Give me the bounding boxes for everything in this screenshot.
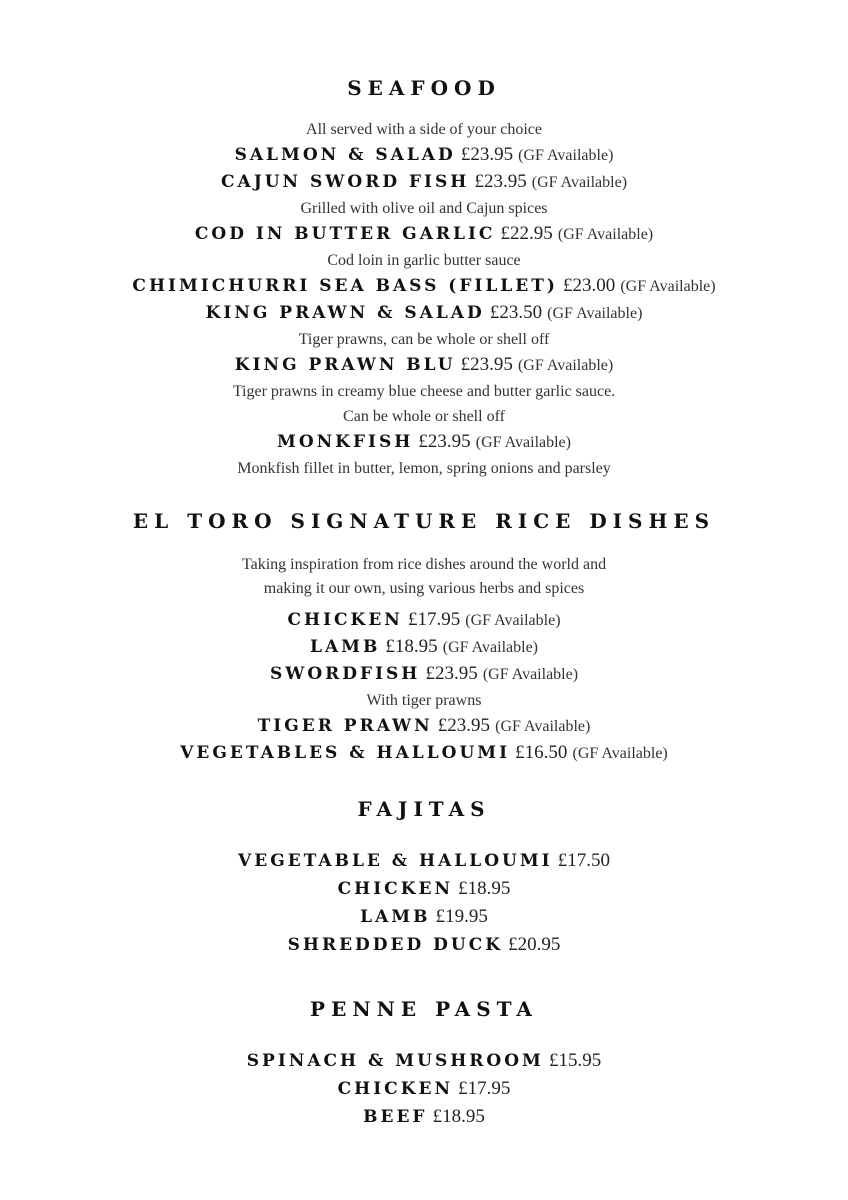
gf-note: (GF Available) (620, 278, 716, 295)
menu-item (0, 740, 848, 767)
item-price: £15.95 (548, 1050, 602, 1071)
penne-pasta-section (0, 995, 848, 1131)
item-name: VEGETABLES & HALLOUMI (180, 743, 511, 763)
fajitas-section (0, 795, 848, 959)
section-title: FAJITAS (357, 797, 491, 821)
item-description: Monkfish fillet in butter, lemon, spring onions and parsley (237, 460, 611, 477)
item-price: £23.95 (474, 171, 527, 192)
gf-note: (GF Available) (465, 612, 561, 629)
item-name: CHIMICHURRI SEA BASS (FILLET) (132, 276, 558, 296)
menu-item (0, 429, 848, 456)
menu-item (0, 661, 848, 688)
menu-item (0, 1103, 848, 1131)
item-name: SHREDDED DUCK (287, 935, 504, 955)
gf-note: (GF Available) (495, 718, 591, 735)
item-price: £17.95 (407, 609, 461, 630)
rice-dishes-section (0, 507, 848, 767)
item-price: £20.95 (508, 934, 561, 955)
item-name: CHICKEN (287, 610, 403, 630)
item-name: VEGETABLE & HALLOUMI (238, 851, 553, 871)
menu-item (0, 352, 848, 379)
gf-note: (GF Available) (517, 357, 614, 374)
item-price: £23.95 (437, 715, 491, 736)
item-name: CHICKEN (337, 879, 453, 899)
item-description: Tiger prawns, can be whole or shell off (298, 331, 550, 348)
item-name: TIGER PRAWN (257, 716, 433, 736)
item-name: COD IN BUTTER GARLIC (194, 224, 496, 244)
item-name: SPINACH & MUSHROOM (246, 1051, 544, 1071)
menu-item (0, 903, 848, 931)
item-description: Grilled with olive oil and Cajun spices (300, 200, 548, 217)
item-description: With tiger prawns (366, 692, 482, 709)
item-price: £19.95 (435, 906, 488, 927)
section-intro-line: making it our own, using various herbs and spices (263, 580, 585, 597)
item-name: LAMB (360, 907, 431, 927)
item-price: £23.95 (460, 354, 513, 375)
section-title: SEAFOOD (347, 76, 501, 100)
gf-note: (GF Available) (518, 147, 614, 164)
section-title: EL TORO SIGNATURE RICE DISHES (132, 509, 716, 533)
gf-note: (GF Available) (482, 666, 579, 683)
gf-note: (GF Available) (557, 226, 654, 243)
gf-note: (GF Available) (442, 639, 538, 656)
item-name: MONKFISH (277, 432, 414, 452)
item-price: £17.95 (458, 1078, 511, 1099)
menu-item (0, 1075, 848, 1103)
item-name: LAMB (309, 637, 381, 657)
section-intro (0, 553, 848, 601)
gf-note: (GF Available) (475, 434, 571, 451)
seafood-section (0, 74, 848, 481)
gf-note: (GF Available) (531, 174, 628, 191)
menu-item (0, 1047, 848, 1075)
menu-item (0, 607, 848, 634)
item-list (0, 1047, 848, 1131)
item-price: £23.95 (460, 144, 514, 165)
item-price: £23.00 (563, 275, 616, 296)
item-price: £18.95 (432, 1106, 485, 1127)
item-description: Tiger prawns in creamy blue cheese and butter garlic sauce. (232, 383, 616, 400)
menu-item (0, 142, 848, 169)
item-price: £22.95 (500, 223, 553, 244)
item-price: £16.50 (515, 742, 568, 763)
item-name: KING PRAWN BLU (234, 355, 456, 375)
item-name: SWORDFISH (269, 664, 421, 684)
item-price: £18.95 (458, 878, 511, 899)
item-price: £18.95 (385, 636, 438, 657)
menu-item (0, 634, 848, 661)
item-description: Cod loin in garlic butter sauce (327, 252, 521, 269)
menu-item (0, 221, 848, 248)
menu-item (0, 847, 848, 875)
section-intro: All served with a side of your choice (306, 121, 542, 138)
item-price: £23.50 (489, 302, 543, 323)
section-title: PENNE PASTA (310, 997, 538, 1021)
gf-note: (GF Available) (547, 305, 643, 322)
item-name: CHICKEN (337, 1079, 453, 1099)
item-name: SALMON & SALAD (234, 145, 456, 165)
menu-item (0, 169, 848, 196)
item-description-continued: Can be whole or shell off (343, 408, 505, 425)
item-name: KING PRAWN & SALAD (205, 303, 485, 323)
item-list (0, 847, 848, 959)
section-intro-line: Taking inspiration from rice dishes around the world and (241, 556, 607, 573)
menu-item (0, 713, 848, 740)
menu-item (0, 273, 848, 300)
item-price: £23.95 (425, 663, 478, 684)
item-price: £23.95 (418, 431, 471, 452)
gf-note: (GF Available) (572, 745, 668, 762)
item-name: BEEF (363, 1107, 428, 1127)
menu-item (0, 300, 848, 327)
item-name: CAJUN SWORD FISH (220, 172, 470, 192)
item-price: £17.50 (557, 850, 610, 871)
menu-item (0, 931, 848, 959)
menu-item (0, 875, 848, 903)
